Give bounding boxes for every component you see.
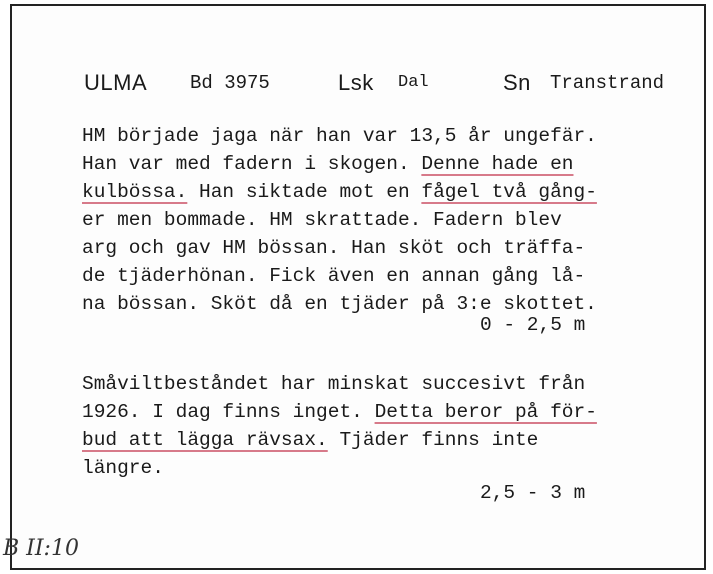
- text-segment: Han var med fadern i skogen.: [82, 153, 422, 175]
- header-name: ULMA: [84, 70, 148, 95]
- text-segment: HM började jaga när han var 13,5 år ungefär.: [82, 125, 597, 147]
- header-sn-value: Transtrand: [550, 72, 665, 94]
- text-line: [82, 206, 597, 234]
- text-segment: na bössan. Sköt då en tjäder på 3:e skottet.: [82, 293, 597, 315]
- card-header: [0, 70, 713, 106]
- text-line: [82, 178, 597, 206]
- text-line: [82, 150, 597, 178]
- text-line: [82, 262, 597, 290]
- text-segment: längre.: [82, 457, 164, 479]
- text-segment: Han siktade mot en: [187, 181, 422, 203]
- text-segment: Tjäder finns inte: [327, 429, 539, 451]
- underlined-text: Detta beror på för-: [374, 401, 597, 423]
- paragraph-2-range: 2,5 - 3 m: [480, 482, 586, 504]
- underlined-text: fågel två gång-: [421, 181, 597, 203]
- paragraph-1: [82, 122, 597, 318]
- text-segment: Småviltbeståndet har minskat succesivt från: [82, 373, 586, 395]
- text-segment: 1926. I dag finns inget.: [82, 401, 375, 423]
- paragraph-1-range: 0 - 2,5 m: [480, 314, 586, 336]
- header-lsk-value: Dal: [398, 73, 429, 92]
- text-line: [82, 398, 597, 426]
- text-segment: er men bommade. HM skrattade. Fadern blev: [82, 209, 562, 231]
- text-line: [82, 370, 597, 398]
- text-segment: arg och gav HM bössan. Han sköt och träffa-: [82, 237, 586, 259]
- text-line: [82, 426, 597, 454]
- underlined-text: kulbössa.: [82, 181, 188, 203]
- underlined-text: Denne hade en: [421, 153, 574, 175]
- header-lsk-label: Lsk: [338, 70, 374, 95]
- archive-mark: B II:10: [3, 536, 79, 561]
- underlined-text: bud att lägga rävsax.: [82, 429, 328, 451]
- paragraph-2: [82, 370, 597, 482]
- header-sn-label: Sn: [503, 70, 531, 95]
- text-segment: de tjäderhönan. Fick även en annan gång lå-: [82, 265, 586, 287]
- text-line: [82, 234, 597, 262]
- header-bd: Bd 3975: [190, 72, 270, 94]
- text-line: [82, 454, 597, 482]
- text-line: [82, 122, 597, 150]
